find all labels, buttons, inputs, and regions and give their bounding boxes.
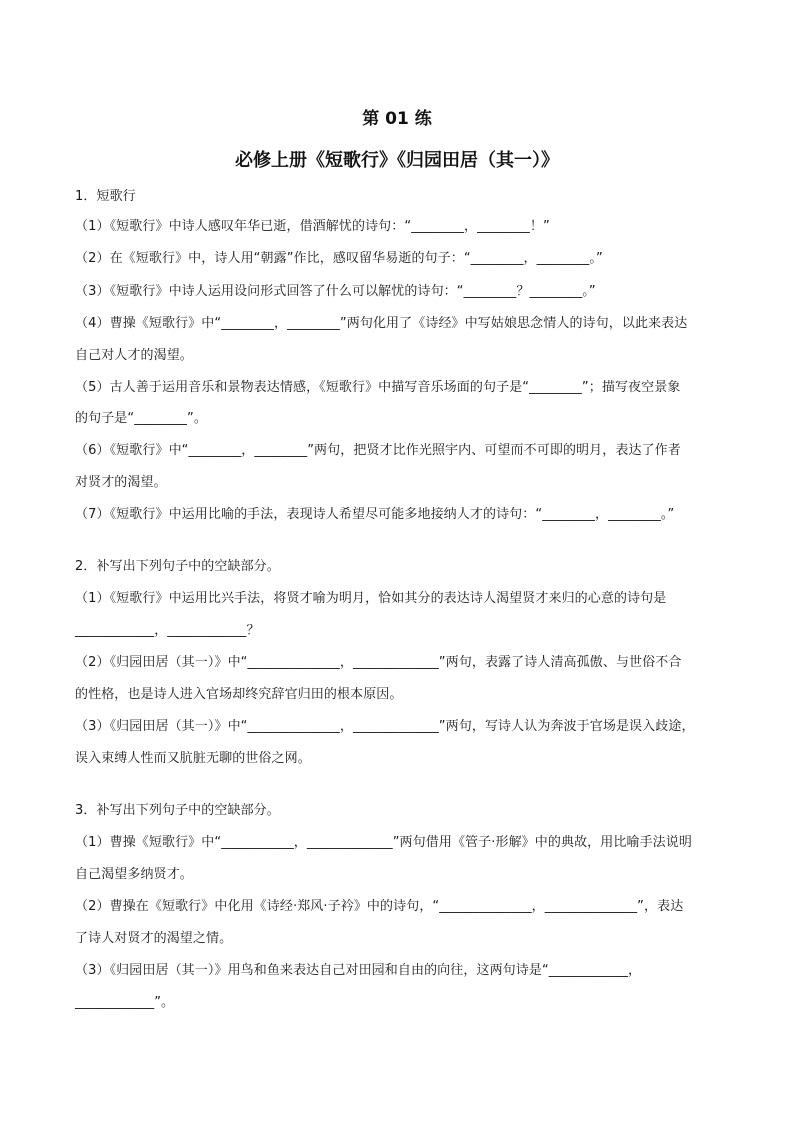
question-line: 了诗人对贤才的渴望之情。 — [75, 931, 233, 946]
section-heading-3: 3．补写出下列句子中的空缺部分。 — [75, 803, 280, 818]
question-line: 的性格，也是诗人进入官场却终究辞官归田的根本原因。 — [75, 687, 403, 702]
page-title: 第 01 练 — [362, 109, 432, 129]
question-line: （3）《短歌行》中诗人运用设问形式回答了什么可以解忧的诗句：“________？________。” — [75, 284, 596, 299]
question-line: 自己渴望多纳贤才。 — [75, 867, 193, 882]
page-subtitle: 必修上册《短歌行》《归园田居（其一）》 — [235, 150, 559, 171]
question-line: （4）曹操《短歌行》中“________，________”两句化用了《诗经》中写姑娘思念情人的诗句，以此来表达 — [75, 316, 688, 331]
question-line: （1）《短歌行》中诗人感叹年华已逝，借酒解忧的诗句：“________，________！” — [75, 219, 550, 234]
question-line: 误入束缚人性而又肮脏无聊的世俗之网。 — [75, 751, 311, 766]
question-line: （2）在《短歌行》中，诗人用“朝露”作比，感叹留华易逝的句子：“________，________。” — [75, 251, 603, 266]
section-heading-2: 2．补写出下列句子中的空缺部分。 — [75, 559, 280, 574]
question-line: 的句子是“________”。 — [75, 411, 207, 426]
question-line: 对贤才的渴望。 — [75, 475, 167, 490]
question-line: （2）曹操在《短歌行》中化用《诗经·郑风·子衿》中的诗句，“______________，______________”，表达 — [75, 899, 684, 914]
question-line: （6）《短歌行》中“________，________”两句，把贤才比作光照宇内、可望而不可即的明月，表达了作者 — [75, 443, 681, 458]
question-line: 自己对人才的渴望。 — [75, 348, 193, 363]
question-line: ____________”。 — [75, 995, 175, 1010]
question-line: （5）古人善于运用音乐和景物表达情感，《短歌行》中描写音乐场面的句子是“________”；描写夜空景象 — [75, 380, 681, 395]
question-line: （2）《归园田居（其一）》中“______________，_____________”两句，表露了诗人清高孤傲、与世俗不合 — [75, 655, 682, 670]
question-line: （1）《短歌行》中运用比兴手法，将贤才喻为明月，恰如其分的表达诗人渴望贤才来归的心意的诗句是 — [75, 591, 667, 606]
question-line: （7）《短歌行》中运用比喻的手法，表现诗人希望尽可能多地接纳人才的诗句：“________，________。” — [75, 507, 675, 522]
section-heading-1: 1．短歌行 — [75, 189, 136, 204]
question-line: ____________，____________？ — [75, 623, 260, 638]
question-line: （3）《归园田居（其一）》中“______________，_____________”两句，写诗人认为奔波于官场是误入歧途， — [75, 719, 695, 734]
question-line: （1）曹操《短歌行》中“___________，_____________”两句借用《管子·形解》中的典故，用比喻手法说明 — [75, 835, 692, 850]
question-line: （3）《归园田居（其一）》用鸟和鱼来表达自己对田园和自由的向往，这两句诗是“____________， — [75, 963, 642, 978]
